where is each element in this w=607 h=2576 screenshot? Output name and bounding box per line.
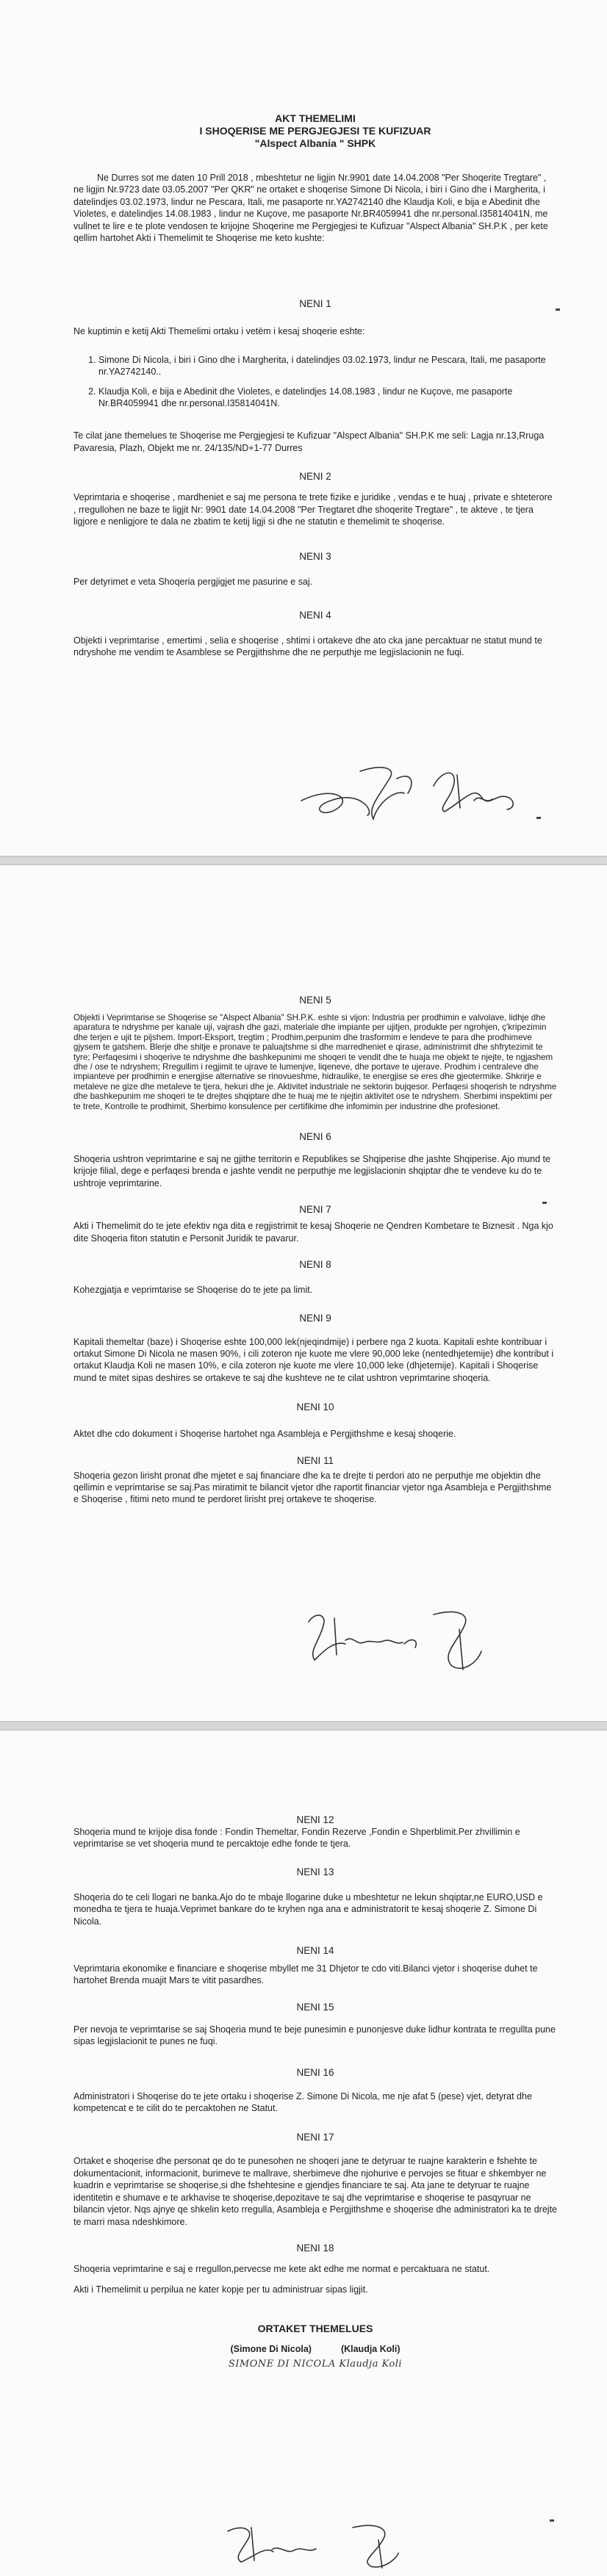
article-heading-8: NENI 8: [299, 1259, 331, 1271]
article-text-10: Aktet dhe cdo dokument i Shoqerise hartohet nga Asambleja e Pergjithshme e kesaj shoqerie.: [73, 1429, 456, 1440]
document-title: AKT THEMELIMI: [275, 112, 356, 124]
article-text-18: Shoqeria veprimtarine e saj e rregullon,pervecse me kete akt edhe me normat e percaktuara ne statut.: [73, 2263, 490, 2274]
partner-list: [73, 354, 557, 410]
article-text-17: Ortaket e shoqerise dhe personat qe do te punesohen ne shoqeri jane te detyruar te ruajne karakterin e fshehte te dokumentacionit, informacionit, burimeve te mallrave, sherbimeve dhe njohurive e pervojes se fituar e shkembyer ne kuadrin e veprimtarise se shoqerise,si dhe fshehtesine e gjendjes financiare te saj. Ata jane te detyruar te ruajne identitetin e shumave e te arkhavise te shoqerise,depozitave te saj dhe veprimtarise e shoqerise te pasqyruar ne bilancin vjetor. Nqs ajnye qe shkelin keto rregulla, Asambleja e Pergjithshme e shoqerise dhe administratori ka te drejte te marri masa ndeshkimore.: [73, 2156, 557, 2227]
scan-mark: [550, 2519, 554, 2522]
article-text-4: Objekti i veprimtarise , emertimi , selia e shoqerise , shtimi i ortakeve dhe ato cka jane percaktuar ne statut mund te ndryshohe me vendim te Asamblese se Pergjithshme dhe ne perputhje me legjislacionin ne fuqi.: [73, 635, 542, 658]
company-name: "Alspect Albania " SHPK: [254, 137, 376, 149]
article-heading-6: NENI 6: [299, 1131, 331, 1143]
article-text-16: Administratori i Shoqerise do te jete ortaku i shoqerise Z. Simone Di Nicola, me nje afat 5 (pese) vjet, detyrat dhe kompetencat e te cilit do te percaktohen ne Statut.: [73, 2090, 532, 2114]
article-text-2: Veprimtaria e shoqerise , mardheniet e saj me persona te trete fizike e juridike , vendas e te huaj , private e shteterore , rregullohen ne baze te ligjit Nr: 9901 date 14.04.2008 "Per Tregtaret dhe shoqerite Tregtare" , te aktеve , te tjera ligjore e nenligjore te dala ne zbatim te ketij ligji si dhe ne statutin e themelimit te shoqerise.: [73, 492, 553, 527]
document-page-1: [0, 0, 607, 856]
article-heading-7: NENI 7: [299, 1204, 331, 1216]
article-heading-17: NENI 17: [296, 2132, 334, 2143]
founder-name-1: (Simone Di Nicola): [230, 2343, 312, 2354]
signature-image: [287, 757, 529, 826]
article-text-1: Ne kuptimin e ketij Akti Themelimi ortaku i vetëm i kesaj shoqerie eshte:: [73, 326, 365, 337]
document-subtitle: I SHOQERISE ME PERGJEGJESI TE KUFIZUAR: [199, 125, 431, 137]
intro-paragraph: Ne Durres sot me daten 10 Prill 2018 , mbeshtetur ne ligjin Nr.9901 date 14.04.2008 "Per Shoqerite Tregtare" , ne ligjin Nr.9723 date 03.05.2007 "Per QKR" ne ortaket e shoqerise Simone Di Nicola, i biri i Gino dhe i Margherita, i datelindjes 03.02.1973, lindur ne Pescara, Itali, me pasaporte nr.YA2742140 dhe Klaudja Koli, e bija e Abedinit dhe Violetes, e datelindjes 14.08.1983 , lindur ne Kuçove, me pasaporte Nr.BR4059941 dhe nr.personal.I35814041N, me vullnet te lire e te plote vendosen te krijojne Shoqerine me Pergjegjesi te Kufizuar "Alspect Albania" SH.P.K , per kete qellim hartohet Akti i Themelimit te Shoqerise me keto kushte:: [73, 173, 548, 244]
article-text-14: Veprimtaria ekonomike e financiare e shoqerise mbyllet me 31 Dhjetor te cdo viti.Bilanci vjetor i shoqerise duhet te hartohet Brenda muajit Mars te vitit pasardhes.: [73, 1963, 538, 1986]
article-heading-12: NENI 12: [296, 1814, 334, 1825]
list-item: 2. Klaudja Koli, e bija e Abedinit dhe Violetes, e datelindjes 14.08.1983 , lindur ne Kuçove, me pasaporte Nr.BR4059941 dhe nr.personal.I35814041N.: [98, 386, 557, 410]
document-page-2: [0, 865, 607, 1721]
article-heading-5: NENI 5: [299, 995, 331, 1006]
signature-image: [220, 2517, 426, 2572]
article-text-13: Shoqeria do te celi llogari ne banka.Ajo do te mbaje llogarine duke u mbeshtetur ne lekun shqiptar,ne EURO,USD e monedha te tjera te huaja.Veprimet bankare do te kryhen nga ana e administratorit te kesaj shoqerie Z. Simone Di Nicola.: [73, 1891, 543, 1927]
article-heading-14: NENI 14: [296, 1945, 334, 1957]
article-heading-18: NENI 18: [296, 2242, 334, 2254]
article-heading-16: NENI 16: [296, 2066, 334, 2078]
article-heading-9: NENI 9: [299, 1312, 331, 1324]
article-heading-1: NENI 1: [299, 298, 331, 310]
article-text-5: Objekti i Veprimtarise se Shoqerise se "Alspect Albania" SH.P.K. eshte si vijon: Industria per prodhimin e valvolave, lidhje dhe aparatura te ndryshme per kanale uji, vajrash dhe gazi, materiale dhe impiante per ujitjen, produkte per ngrohjen, ç'kripezimin dhe terjen e ujit te pijshem. Import-Eksport, tregtim ; Prodhim,perpunim dhe trasformim e lendeve te para dhe prodhimeve gjysem te gatshem. Blerje dhe shitje e pronave te paluajtshme si dhe marredheniet e qirase, administrimit dhe shfrytezimit te tyre; Perfaqesimi i shoqerive te ndryshme dhe bashkepunimi me shoqeri te vendit dhe te huaja me objekt te njejte, te ngjashem dhe / ose te ndryshem; Rregullim i regjimit te ujrave te lumenjve, liqeneve, dhe portave te ujerave. Prodhim i centraleve dhe impianteve per prodhimin e energjise alternative se rinovueshme, hidraulike, te energjise se eres dhe gjeotermike. Shkrirje e metaleve ne gize dhe metaleve te tjera, hekuri dhe je. Aktivitet industriale ne sektorin bujqesor. Perfaqesi shoqerish te ndryshme dhe bashkepunim me shoqeri te te drejtes shqiptare dhe te huaj me te njejtin aktivitet ose te ndryshem. Sherbimi inspektimi per te trete, Kontrolle te prodhimit, Sherbimo konsulence per certifikime dhe infomimin per industrine dhe profesionet.: [73, 1013, 557, 1111]
founders-paragraph: Te cilat jane themelues te Shoqerise me Pergjegjesi te Kufizuar "Alspect Albania" SH.P.K me seli: Lagja nr.13,Rruga Pavaresia, Plazh, Objekt me nr. 24/135/ND+1-77 Durres: [73, 430, 545, 453]
article-heading-2: NENI 2: [299, 471, 331, 483]
document-page-3: [0, 1731, 607, 2576]
article-text-7: Akti i Themelimit do te jete efektiv nga dita e regjistrimit te kesaj Shoqerie ne Qendren Kombetare te Biznesit . Nga kjo dite Shoqeria fiton statutin e Personit Juridik te pavarur.: [73, 1221, 553, 1244]
handwritten-names: SIMONE DI NICOLA Klaudja Koli: [228, 2358, 403, 2370]
article-heading-3: NENI 3: [299, 550, 331, 562]
article-heading-15: NENI 15: [296, 2001, 334, 2013]
founders-row: [73, 2344, 557, 2354]
article-heading-11: NENI 11: [296, 1454, 334, 1466]
article-heading-10: NENI 10: [296, 1401, 334, 1413]
article-heading-13: NENI 13: [296, 1866, 334, 1877]
scan-mark: [542, 1202, 547, 1204]
scan-mark: [556, 309, 560, 311]
article-text-8: Kohezgjatja e veprimtarise se Shoqerise do te jete pa limit.: [73, 1285, 313, 1296]
article-text-3: Per detyrimet e veta Shoqeria pergjigjet me pasurine e saj.: [73, 576, 313, 587]
article-text-15: Per nevoja te veprimtarise se saj Shoqeria mund te beje punesimin e punonjesve duke lidhur kontrata te rregullta pune sipas legjislacionit te punes ne fuqi.: [73, 2024, 556, 2047]
article-text-6: Shoqeria ushtron veprimtarine e saj ne gjithe territorin e Republikes se Shqiperise dhe jashte Shqiperise. Ajo mund te krijoje filial, dege e perfaqesi brenda e jashte vendit ne perputhje me legjislacionin shqiptar dhe te vendeve ku do te ushtroje veprimtarine.: [73, 1154, 550, 1188]
scan-mark: [536, 817, 541, 819]
closing-text: Akti i Themelimit u perpilua ne kater kopje per tu administruar sipas ligjit.: [73, 2284, 368, 2295]
list-item: 1. Simone Di Nicola, i biri i Gino dhe i Margherita, i datelindjes 03.02.1973, lindur ne Pescara, Itali, me pasaporte nr.YA2742140..: [98, 354, 557, 378]
article-text-11: Shoqeria gezon lirisht pronat dhe mjetet e saj financiare dhe ka te drejte ti perdori ato ne perputhje me objektin dhe qellimin e veprimtarise se saj.Pas miratimit te bilancit vjetor dhe raportit financiar vjetor nga Asambleja e Pergjithshme e Shoqerise , fitimi neto mund te perdoret lirisht prej ortakeve te shoqerise.: [73, 1470, 552, 1505]
article-text-12: Shoqeria mund te krijoje disa fonde : Fondin Themeltar, Fondin Rezerve ,Fondin e Shperblimit.Per zhvillimin e veprimtarise se vet shoqeria mund te percaktoje edhe fonde te tjera.: [73, 1827, 520, 1850]
signature-image: [294, 1600, 507, 1681]
founder-name-2: (Klaudja Koli): [340, 2343, 401, 2354]
article-heading-4: NENI 4: [299, 609, 331, 621]
founders-heading: ORTAKET THEMELUES: [257, 2322, 373, 2334]
article-text-9: Kapitali themeltar (bazе) i Shoqerise eshte 100,000 lek(njeqindmije) i perbere nga 2 kuota. Kapitali eshte kontribuar i ortakut Simone Di Nicola ne masen 90%, i cili zoteron nje kuote me vlere 90,000 leke (nentedhjetemije) dhe kontribut i ortakut Klaudja Koli ne masen 10%, e cila zoteron nje kuote me vlere 10,000 leke (dhjetemije). Kapitali i Shoqerise mund te mitet sipas deshires se ortakeve te saj dhe kushteve ne te cilat ushtron veprimtarine shoqeria.: [73, 1336, 554, 1383]
